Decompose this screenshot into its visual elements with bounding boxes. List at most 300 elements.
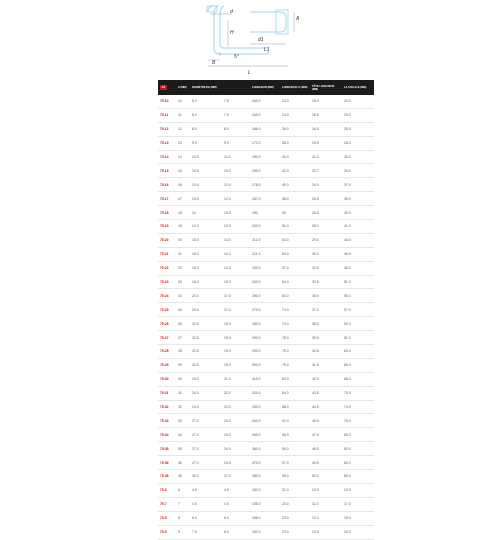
table-row <box>158 331 374 345</box>
table-cell: 212.0 <box>250 233 280 247</box>
label-angle: 5° <box>234 54 239 60</box>
table-cell: 240.0 <box>250 275 280 289</box>
table-cell: 64.0 <box>280 289 310 303</box>
reference-cell: 75.24 <box>158 289 176 303</box>
wrench-head-outline <box>250 12 286 32</box>
table-row <box>158 456 374 470</box>
reference-cell: 75.13 <box>158 136 176 150</box>
table-cell: 52.0 <box>310 470 342 484</box>
table-cell: 39.0 <box>342 192 374 206</box>
table-cell: 6.0 <box>222 525 250 539</box>
table-cell: 82.0 <box>342 442 374 456</box>
table-cell: 4.5 <box>190 483 222 497</box>
table-cell: 13.0 <box>190 192 222 206</box>
table-row <box>158 95 374 108</box>
table-cell: 15.0 <box>190 233 222 247</box>
table-row <box>158 428 374 442</box>
table-cell: 22.5 <box>190 358 222 372</box>
table-cell: 47.0 <box>310 428 342 442</box>
table-cell: 24.0 <box>222 414 250 428</box>
table-cell: 19.0 <box>222 358 250 372</box>
table-cell: 20.0 <box>342 525 374 539</box>
table-cell: 39.5 <box>310 331 342 345</box>
reference-cell: 75.11 <box>158 108 176 122</box>
table-cell: 19 <box>176 220 190 234</box>
table-cell: 187.0 <box>250 192 280 206</box>
table-cell: 8.0 <box>190 122 222 136</box>
table-cell: 34.0 <box>342 164 374 178</box>
reference-cell: 75.12 <box>158 122 176 136</box>
table-cell: 23.0 <box>342 108 374 122</box>
wrench-outline <box>208 6 268 54</box>
table-cell: 22.0 <box>222 386 250 400</box>
table-cell: 19.0 <box>222 331 250 345</box>
table-cell: 31 <box>176 386 190 400</box>
table-cell: 80.0 <box>342 428 374 442</box>
table-cell: 22.5 <box>190 331 222 345</box>
table-row <box>158 192 374 206</box>
reference-cell: 75.23 <box>158 275 176 289</box>
table-cell: 61.0 <box>342 331 374 345</box>
table-cell: 28 <box>176 345 190 359</box>
table-cell: 44.0 <box>342 233 374 247</box>
table-cell: 33.5 <box>310 275 342 289</box>
reference-cell: 75.29 <box>158 358 176 372</box>
table-cell: 158.0 <box>250 511 280 525</box>
table-cell: 42.0 <box>310 372 342 386</box>
table-cell: 23.0 <box>280 511 310 525</box>
header-head-length: TÊTE LONGUEUR (MM) <box>312 84 335 91</box>
table-cell: 92.0 <box>280 414 310 428</box>
table-cell: 24.0 <box>222 442 250 456</box>
table-cell: 21.0 <box>280 483 310 497</box>
table-row <box>158 317 374 331</box>
table-cell: 32 <box>176 400 190 414</box>
reference-cell: 75.19 <box>158 220 176 234</box>
table-row <box>158 261 374 275</box>
table-cell: 51.0 <box>342 275 374 289</box>
table-cell: 280.0 <box>250 317 280 331</box>
label-a: A <box>296 16 300 22</box>
table-cell: 44.5 <box>310 400 342 414</box>
table-cell: 63.0 <box>342 345 374 359</box>
reference-cell: 75.27 <box>158 331 176 345</box>
table-cell: 25.5 <box>310 192 342 206</box>
table-cell: 74.0 <box>280 317 310 331</box>
table-row <box>158 358 374 372</box>
table-cell: 16.0 <box>190 275 222 289</box>
table-cell: 14.0 <box>190 220 222 234</box>
reference-cell: 75.9 <box>158 525 176 539</box>
reference-cell: 75.32 <box>158 400 176 414</box>
table-cell: 25.0 <box>342 122 374 136</box>
table-cell: 200.0 <box>250 220 280 234</box>
table-cell: 16 <box>176 178 190 192</box>
reference-cell: 75.21 <box>158 247 176 261</box>
table-cell: 4.5 <box>222 497 250 511</box>
table-cell: 172.0 <box>250 136 280 150</box>
table-cell: 35 <box>176 442 190 456</box>
table-cell: 27.0 <box>190 442 222 456</box>
table-cell: 178.0 <box>250 178 280 192</box>
table-cell: 6 <box>176 483 190 497</box>
table-cell: 20 <box>176 233 190 247</box>
table-cell: 22.7 <box>310 164 342 178</box>
table-cell: 13 <box>176 136 190 150</box>
table-row <box>158 414 374 428</box>
table-cell: 14.0 <box>222 247 250 261</box>
table-cell: 26.0 <box>280 122 310 136</box>
table-cell: 24.0 <box>222 456 250 470</box>
table-row <box>158 220 374 234</box>
table-cell: 27.0 <box>190 456 222 470</box>
label-d: d <box>230 9 233 15</box>
table-cell: 9.0 <box>190 136 222 150</box>
table-cell: 24.0 <box>280 108 310 122</box>
table-cell: 14 <box>176 150 190 164</box>
table-cell: 79.0 <box>280 358 310 372</box>
table-row <box>158 386 374 400</box>
table-row <box>158 511 374 525</box>
table-cell: 310.0 <box>250 372 280 386</box>
table-cell: 13.0 <box>342 483 374 497</box>
table-cell: 163.0 <box>250 95 280 108</box>
table-cell: 74.0 <box>280 303 310 317</box>
table-row <box>158 136 374 150</box>
table-cell: 190 <box>250 206 280 220</box>
table-cell: 12.0 <box>310 511 342 525</box>
table-row <box>158 400 374 414</box>
table-cell: 24.0 <box>190 372 222 386</box>
table-cell: 40.0 <box>280 178 310 192</box>
table-cell: 340.0 <box>250 414 280 428</box>
table-cell: 64.0 <box>280 275 310 289</box>
table-cell: 162.0 <box>250 525 280 539</box>
table-row <box>158 178 374 192</box>
table-cell: 49.5 <box>310 456 342 470</box>
table-cell: 40.0 <box>342 206 374 220</box>
table-cell: 15 <box>176 164 190 178</box>
table-cell: 11 <box>176 108 190 122</box>
table-cell: 76.0 <box>342 414 374 428</box>
table-cell: 59.0 <box>342 317 374 331</box>
table-row <box>158 108 374 122</box>
table-cell: 8.0 <box>190 95 222 108</box>
table-cell: 7.5 <box>222 95 250 108</box>
table-cell: 70.0 <box>342 386 374 400</box>
table-cell: 26 <box>176 317 190 331</box>
table-cell: 221.0 <box>250 247 280 261</box>
table-cell: 95.0 <box>280 428 310 442</box>
table-cell: 15.0 <box>190 247 222 261</box>
reference-cell: 75.31 <box>158 386 176 400</box>
table-cell: 13.0 <box>222 220 250 234</box>
header-brand <box>158 80 176 95</box>
reference-cell: 75.8 <box>158 511 176 525</box>
table-cell: 23 <box>176 275 190 289</box>
table-cell: 14 <box>190 206 222 220</box>
table-cell: 57.0 <box>342 303 374 317</box>
reference-cell: 75.17 <box>158 192 176 206</box>
table-cell: 99.0 <box>280 470 310 484</box>
table-cell: 65.0 <box>342 358 374 372</box>
table-cell: 84.0 <box>280 386 310 400</box>
table-cell: 27.0 <box>190 428 222 442</box>
table-cell: 16.5 <box>310 108 342 122</box>
table-cell: 8.0 <box>190 108 222 122</box>
brand-logo: FA <box>161 85 166 89</box>
table-cell: 24 <box>176 289 190 303</box>
table-cell: 29 <box>176 358 190 372</box>
table-cell: 37.0 <box>310 303 342 317</box>
table-cell: 19.0 <box>342 511 374 525</box>
table-cell: 380.0 <box>250 470 280 484</box>
table-cell: 19.0 <box>222 317 250 331</box>
specifications-table <box>158 80 374 540</box>
reference-cell: 75.16 <box>158 178 176 192</box>
table-cell: 22 <box>176 261 190 275</box>
table-cell: 53.0 <box>280 233 310 247</box>
table-cell: 40.5 <box>310 345 342 359</box>
table-cell: 7 <box>176 497 190 511</box>
table-cell: 22.0 <box>222 400 250 414</box>
table-row <box>158 525 374 539</box>
table-cell: 48.0 <box>280 192 310 206</box>
reference-cell: 75.10 <box>158 95 176 108</box>
table-cell: 260.0 <box>250 289 280 303</box>
wrench-drawing <box>190 0 320 80</box>
table-row <box>158 497 374 511</box>
table-cell: 17.0 <box>222 289 250 303</box>
table-cell: 48.5 <box>310 442 342 456</box>
header-empty <box>222 80 250 95</box>
wrench-dimension-diagram <box>190 0 320 80</box>
table-cell: 6.0 <box>222 511 250 525</box>
table-cell: 33 <box>176 414 190 428</box>
table-cell: 290.0 <box>250 331 280 345</box>
header-size-b: LA TAILLE B (MM) <box>344 86 367 89</box>
table-row <box>158 247 374 261</box>
table-row <box>158 206 374 220</box>
table-cell: 23.0 <box>280 497 310 511</box>
table-cell: 155.0 <box>250 497 280 511</box>
table-cell: 20.0 <box>190 289 222 303</box>
table-cell: 163.0 <box>250 108 280 122</box>
reference-cell: 75.25 <box>158 303 176 317</box>
table-cell: 350.0 <box>250 428 280 442</box>
table-cell: 51.0 <box>280 220 310 234</box>
header-a: A (MM) <box>178 86 187 89</box>
table-cell: 22.5 <box>190 345 222 359</box>
reference-cell: 75.38 <box>158 470 176 484</box>
table-cell: 68.0 <box>342 372 374 386</box>
table-row <box>158 233 374 247</box>
table-cell: 29.0 <box>310 233 342 247</box>
label-l1: L1 <box>264 47 270 53</box>
table-cell: 46.0 <box>342 247 374 261</box>
reference-cell: 75.6 <box>158 483 176 497</box>
table-cell: 21.0 <box>222 372 250 386</box>
reference-cell: 75.35 <box>158 442 176 456</box>
reference-cell: 75.7 <box>158 497 176 511</box>
table-cell: 30.0 <box>190 470 222 484</box>
table-cell: 21.0 <box>310 150 342 164</box>
table-cell: 7.5 <box>222 108 250 122</box>
table-cell: 38 <box>176 470 190 484</box>
table-cell: 11.0 <box>222 150 250 164</box>
table-cell: 36 <box>176 456 190 470</box>
table-cell: 12 <box>176 122 190 136</box>
table-cell: 8.0 <box>222 122 250 136</box>
table-cell: 30.0 <box>310 247 342 261</box>
table-cell: 15.0 <box>222 275 250 289</box>
table-cell: 74.0 <box>342 400 374 414</box>
table-cell: 34 <box>176 428 190 442</box>
table-row <box>158 164 374 178</box>
table-cell: 89.0 <box>342 470 374 484</box>
table-row <box>158 483 374 497</box>
table-row <box>158 345 374 359</box>
table-cell: 75.0 <box>280 331 310 345</box>
table-cell: 152.0 <box>250 483 280 497</box>
table-cell: 27.0 <box>190 414 222 428</box>
table-cell: 10.0 <box>310 483 342 497</box>
table-header-row <box>158 80 374 95</box>
reference-cell: 75.34 <box>158 428 176 442</box>
reference-cell: 75.15 <box>158 164 176 178</box>
table-cell: 290.0 <box>250 345 280 359</box>
reference-cell: 75.28 <box>158 345 176 359</box>
table-cell: 32.5 <box>310 261 342 275</box>
table-cell: 30.0 <box>342 150 374 164</box>
table-cell: 28.0 <box>342 136 374 150</box>
table-cell: 9.0 <box>222 136 250 150</box>
table-cell: 84.0 <box>342 456 374 470</box>
table-cell: 43.5 <box>310 386 342 400</box>
table-cell: 46.5 <box>310 414 342 428</box>
table-cell: 57.0 <box>280 261 310 275</box>
table-cell: 360.0 <box>250 442 280 456</box>
table-cell: 88.0 <box>280 400 310 414</box>
table-cell: 35.0 <box>310 289 342 303</box>
header-length: LONGUEUR (MM) <box>252 86 274 89</box>
table-cell: 10 <box>176 95 190 108</box>
reference-cell: 75.30 <box>158 372 176 386</box>
table-row <box>158 150 374 164</box>
table-cell: 23.0 <box>280 95 310 108</box>
table-cell: 28.0 <box>280 136 310 150</box>
table-cell: 13.0 <box>310 525 342 539</box>
table-cell: 14.0 <box>222 261 250 275</box>
table-cell: 320.0 <box>250 386 280 400</box>
table-cell: 27 <box>176 331 190 345</box>
table-cell: 17.0 <box>222 303 250 317</box>
table-cell: 55.0 <box>342 289 374 303</box>
reference-cell: 75.14 <box>158 150 176 164</box>
label-l: L <box>248 70 251 76</box>
table-row <box>158 289 374 303</box>
table-cell: 8 <box>176 511 190 525</box>
table-cell: 6.0 <box>190 511 222 525</box>
table-cell: 9 <box>176 525 190 539</box>
table-cell: 16.5 <box>310 122 342 136</box>
reference-cell: 75.26 <box>158 317 176 331</box>
table-cell: 20.0 <box>190 303 222 317</box>
header-length-l1: LONGUEUR L1 (MM) <box>282 86 308 89</box>
label-b: B <box>212 60 216 66</box>
table-cell: 97.0 <box>280 456 310 470</box>
table-cell: 190.0 <box>250 164 280 178</box>
table-cell: 230.0 <box>250 261 280 275</box>
reference-cell: 75.20 <box>158 233 176 247</box>
table-cell: 24.0 <box>190 400 222 414</box>
table-cell: 300.0 <box>250 358 280 372</box>
table-cell: 83.0 <box>280 372 310 386</box>
table-cell: 40.0 <box>280 150 310 164</box>
table-row <box>158 372 374 386</box>
table-cell: 53.0 <box>280 247 310 261</box>
table-cell: 95.0 <box>280 442 310 456</box>
table-cell: 28.0 <box>310 220 342 234</box>
reference-cell: 75.33 <box>158 414 176 428</box>
table-cell: 26.5 <box>310 206 342 220</box>
reference-cell: 75.22 <box>158 261 176 275</box>
table-cell: 4.5 <box>222 483 250 497</box>
table-cell: 19.0 <box>222 345 250 359</box>
table-cell: 330.0 <box>250 400 280 414</box>
table-cell: 21 <box>176 247 190 261</box>
table-cell: 22.5 <box>190 317 222 331</box>
label-d1: d1 <box>258 37 264 43</box>
table-cell: 18 <box>176 206 190 220</box>
table-row <box>158 122 374 136</box>
table-row <box>158 442 374 456</box>
table-cell: 12.0 <box>222 178 250 192</box>
table-cell: 41.0 <box>342 220 374 234</box>
table-cell: 38.0 <box>310 317 342 331</box>
table-cell: 370.0 <box>250 456 280 470</box>
table-cell: 25 <box>176 303 190 317</box>
table-cell: 41.5 <box>310 358 342 372</box>
table-cell: 270.0 <box>250 303 280 317</box>
table-cell: 75.0 <box>280 345 310 359</box>
reference-cell: 75.18 <box>158 206 176 220</box>
table-body <box>158 95 374 539</box>
table-cell: 24.0 <box>190 386 222 400</box>
table-cell: 11.0 <box>310 497 342 511</box>
table-cell: 15.0 <box>310 95 342 108</box>
table-row <box>158 470 374 484</box>
table-cell: 24.0 <box>222 428 250 442</box>
table-cell: 48.0 <box>342 261 374 275</box>
reference-cell: 75.36 <box>158 456 176 470</box>
table-cell: 22.0 <box>342 95 374 108</box>
table-cell: 12.0 <box>222 192 250 206</box>
table-cell: 30 <box>176 372 190 386</box>
table-cell: 17.0 <box>342 497 374 511</box>
table-cell: 10.5 <box>190 150 222 164</box>
table-row <box>158 303 374 317</box>
table-cell: 27.0 <box>222 470 250 484</box>
table-cell: 42.0 <box>280 164 310 178</box>
table-cell: 7.5 <box>190 525 222 539</box>
label-h: H <box>230 30 234 36</box>
table-cell: 190.0 <box>250 150 280 164</box>
table-cell: 50 <box>280 206 310 220</box>
table-cell: 4.5 <box>190 497 222 511</box>
header-diameter: DIAMÈTRE DE (MM) <box>192 86 217 89</box>
table-cell: 10.0 <box>222 164 250 178</box>
